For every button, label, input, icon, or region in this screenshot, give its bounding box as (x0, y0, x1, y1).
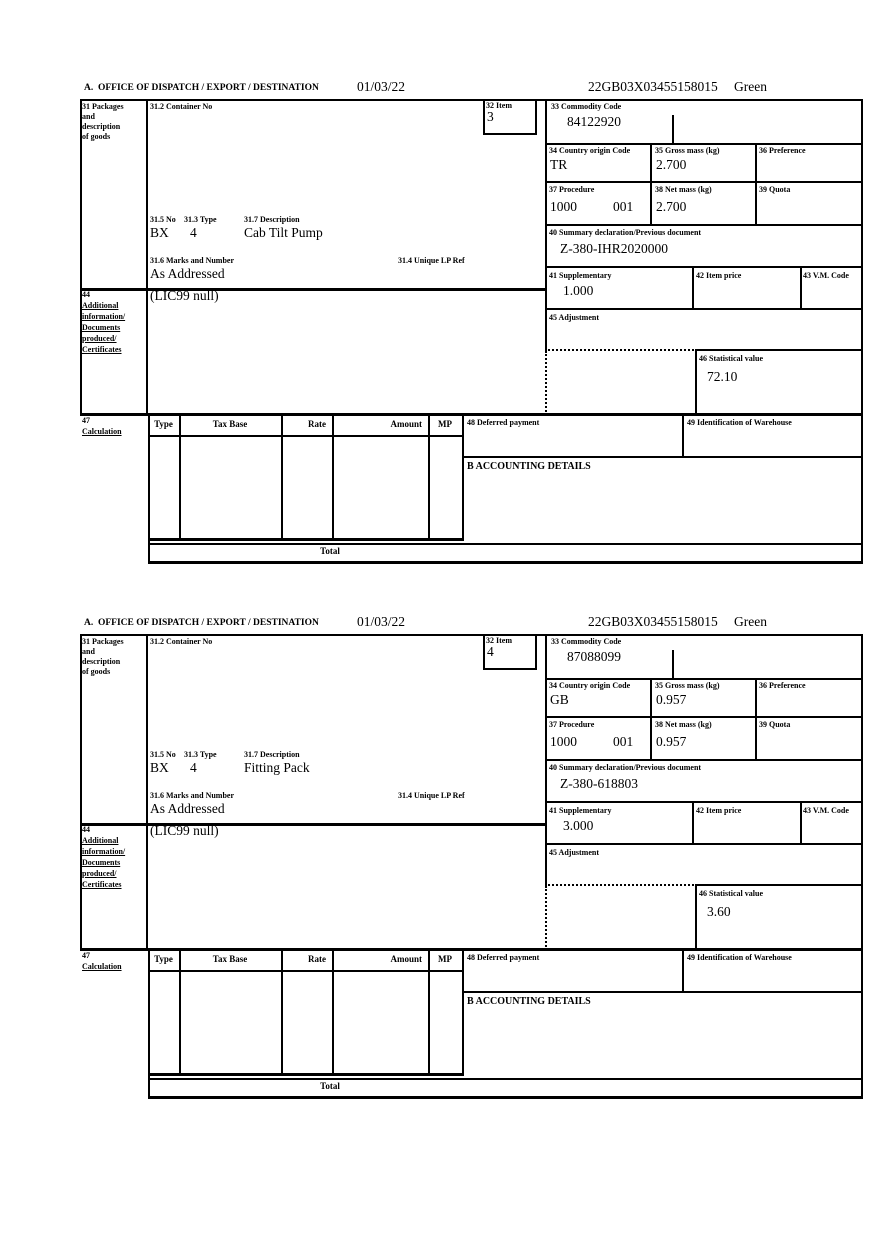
grid-line (146, 634, 148, 950)
warehouse-id-label: 49 Identification of Warehouse (687, 418, 792, 427)
grid-line (545, 181, 863, 183)
procedure-value: 1000 (550, 199, 577, 214)
statistical-value: 72.10 (707, 369, 738, 384)
additional-info-value: (LIC99 null) (150, 288, 219, 303)
procedure-additional-value: 001 (613, 199, 634, 214)
box44-label: Documents (82, 858, 121, 867)
statistical-value-label: 46 Statistical value (699, 354, 763, 363)
grid-line (148, 543, 863, 545)
grid-line (80, 634, 863, 636)
grid-line (80, 99, 82, 415)
box31-label: and (82, 647, 95, 656)
route-status: Green (734, 614, 767, 629)
declaration-item-section-2 (80, 614, 863, 1103)
grid-line (148, 970, 464, 972)
grid-line (483, 668, 537, 670)
grid-line (800, 801, 802, 845)
package-type-label: 31.3 Type (184, 215, 217, 224)
box44-label: information/ (82, 847, 126, 856)
grid-line (755, 143, 757, 224)
grid-line (80, 413, 863, 416)
vm-code-label: 43 V.M. Code (803, 271, 849, 280)
grid-line (545, 143, 863, 145)
country-origin-label: 34 Country origin Code (549, 681, 631, 690)
box47-number: 47 (82, 951, 90, 960)
net-mass-label: 38 Net mass (kg) (655, 185, 712, 194)
calc-col-type: Type (154, 954, 173, 964)
package-type-value: 4 (190, 225, 197, 240)
declaration-date: 01/03/22 (357, 79, 406, 94)
grid-line (148, 1078, 863, 1080)
grid-line (545, 266, 863, 268)
container-no-label: 31.2 Container No (150, 102, 213, 111)
box44-label: Additional (82, 301, 119, 310)
package-no-value: BX (150, 760, 169, 775)
grid-line (861, 634, 863, 1099)
dotted-line (545, 886, 547, 950)
goods-description-label: 31.7 Description (244, 215, 300, 224)
box31-label: of goods (82, 132, 111, 141)
grid-line (148, 561, 863, 564)
marks-number-label: 31.6 Marks and Number (150, 256, 235, 265)
box44-label: produced/ (82, 869, 117, 878)
declaration-date: 01/03/22 (357, 614, 406, 629)
country-origin-value: GB (550, 692, 569, 707)
package-no-label: 31.5 No (150, 215, 176, 224)
box31-label: 31 Packages (82, 637, 124, 646)
grid-line (80, 948, 863, 951)
grid-line (148, 1096, 863, 1099)
grid-line (483, 99, 485, 135)
dotted-line (545, 351, 547, 415)
quota-label: 39 Quota (759, 720, 791, 729)
total-label: Total (320, 546, 340, 556)
grid-line (695, 349, 863, 351)
grid-line (800, 266, 802, 310)
box47-label: Calculation (82, 427, 122, 436)
preference-label: 36 Preference (759, 146, 806, 155)
quota-label: 39 Quota (759, 185, 791, 194)
calc-col-tax-base: Tax Base (212, 419, 248, 429)
supplementary-value: 3.000 (563, 818, 594, 833)
procedure-label: 37 Procedure (549, 185, 595, 194)
item-number-value: 3 (487, 109, 494, 124)
box31-label: and (82, 112, 95, 121)
box44-label: Certificates (82, 345, 122, 354)
grid-line (692, 266, 694, 310)
container-no-label: 31.2 Container No (150, 637, 213, 646)
procedure-label: 37 Procedure (549, 720, 595, 729)
grid-line (545, 843, 863, 845)
dotted-line (545, 349, 697, 351)
grid-line (148, 1073, 464, 1076)
movement-reference-number: 22GB03X03455158015 (588, 79, 718, 94)
grid-line (672, 650, 674, 678)
grid-line (755, 678, 757, 759)
grid-line (148, 435, 464, 437)
gross-mass-value: 2.700 (656, 157, 687, 172)
box44-label: Documents (82, 323, 121, 332)
vm-code-label: 43 V.M. Code (803, 806, 849, 815)
grid-line (695, 884, 697, 950)
gross-mass-value: 0.957 (656, 692, 687, 707)
item-price-label: 42 Item price (696, 806, 742, 815)
total-label: Total (320, 1081, 340, 1091)
office-of-dispatch-label: A. OFFICE OF DISPATCH / EXPORT / DESTINATION (84, 618, 319, 628)
unique-lp-ref-label: 31.4 Unique LP Ref (398, 791, 465, 800)
box44-label: Certificates (82, 880, 122, 889)
calc-col-rate: Rate (308, 419, 326, 429)
box31-label: description (82, 122, 121, 131)
box31-label: description (82, 657, 121, 666)
accounting-details-label: B ACCOUNTING DETAILS (467, 461, 591, 472)
calc-col-type: Type (154, 419, 173, 429)
statistical-value-label: 46 Statistical value (699, 889, 763, 898)
calc-col-amount: Amount (390, 419, 422, 429)
office-of-dispatch-label: A. OFFICE OF DISPATCH / EXPORT / DESTINATION (84, 83, 319, 93)
box44-number: 44 (82, 825, 90, 834)
grid-line (545, 801, 863, 803)
goods-description-value: Cab Tilt Pump (244, 225, 323, 240)
box31-label: of goods (82, 667, 111, 676)
summary-declaration-label: 40 Summary declaration/Previous document (549, 228, 702, 237)
country-origin-label: 34 Country origin Code (549, 146, 631, 155)
marks-value: As Addressed (150, 266, 225, 281)
grid-line (483, 634, 485, 670)
box44-label: Additional (82, 836, 119, 845)
declaration-item-section-1 (80, 79, 863, 568)
grid-line (545, 224, 863, 226)
package-type-label: 31.3 Type (184, 750, 217, 759)
commodity-code-value: 84122920 (567, 114, 621, 129)
grid-line (80, 99, 863, 101)
commodity-code-label: 33 Commodity Code (551, 637, 622, 646)
grid-line (695, 884, 863, 886)
grid-line (650, 143, 652, 224)
supplementary-label: 41 Supplementary (549, 271, 612, 280)
summary-declaration-label: 40 Summary declaration/Previous document (549, 763, 702, 772)
commodity-code-label: 33 Commodity Code (551, 102, 622, 111)
route-status: Green (734, 79, 767, 94)
adjustment-label: 45 Adjustment (549, 313, 600, 322)
grid-line (462, 456, 863, 458)
box47-label: Calculation (82, 962, 122, 971)
grid-line (545, 308, 863, 310)
grid-line (148, 538, 464, 541)
movement-reference-number: 22GB03X03455158015 (588, 614, 718, 629)
procedure-additional-value: 001 (613, 734, 634, 749)
gross-mass-label: 35 Gross mass (kg) (655, 146, 720, 155)
calc-col-amount: Amount (390, 954, 422, 964)
package-no-value: BX (150, 225, 169, 240)
grid-line (535, 634, 537, 670)
net-mass-value: 0.957 (656, 734, 687, 749)
previous-document-value: Z-380-618803 (560, 776, 638, 791)
box44-label: produced/ (82, 334, 117, 343)
package-no-label: 31.5 No (150, 750, 176, 759)
goods-description-label: 31.7 Description (244, 750, 300, 759)
item-number-label: 32 Item (486, 101, 512, 110)
grid-line (672, 115, 674, 143)
calc-col-mp: MP (438, 419, 452, 429)
grid-line (545, 759, 863, 761)
additional-info-value: (LIC99 null) (150, 823, 219, 838)
item-number-value: 4 (487, 644, 494, 659)
supplementary-label: 41 Supplementary (549, 806, 612, 815)
grid-line (80, 634, 82, 950)
previous-document-value: Z-380-IHR2020000 (560, 241, 668, 256)
box44-number: 44 (82, 290, 90, 299)
grid-line (535, 99, 537, 135)
calc-col-mp: MP (438, 954, 452, 964)
preference-label: 36 Preference (759, 681, 806, 690)
grid-line (462, 991, 863, 993)
statistical-value: 3.60 (707, 904, 731, 919)
item-price-label: 42 Item price (696, 271, 742, 280)
item-number-label: 32 Item (486, 636, 512, 645)
marks-value: As Addressed (150, 801, 225, 816)
country-origin-value: TR (550, 157, 568, 172)
marks-number-label: 31.6 Marks and Number (150, 791, 235, 800)
supplementary-value: 1.000 (563, 283, 594, 298)
adjustment-label: 45 Adjustment (549, 848, 600, 857)
unique-lp-ref-label: 31.4 Unique LP Ref (398, 256, 465, 265)
grid-line (483, 133, 537, 135)
grid-line (861, 99, 863, 564)
gross-mass-label: 35 Gross mass (kg) (655, 681, 720, 690)
grid-line (682, 951, 684, 991)
grid-line (545, 678, 863, 680)
grid-line (695, 349, 697, 415)
box47-number: 47 (82, 416, 90, 425)
grid-line (682, 416, 684, 456)
box31-label: 31 Packages (82, 102, 124, 111)
commodity-code-value: 87088099 (567, 649, 621, 664)
deferred-payment-label: 48 Deferred payment (467, 953, 540, 962)
calc-col-tax-base: Tax Base (212, 954, 248, 964)
deferred-payment-label: 48 Deferred payment (467, 418, 540, 427)
net-mass-label: 38 Net mass (kg) (655, 720, 712, 729)
accounting-details-label: B ACCOUNTING DETAILS (467, 996, 591, 1007)
procedure-value: 1000 (550, 734, 577, 749)
calc-col-rate: Rate (308, 954, 326, 964)
grid-line (650, 678, 652, 759)
package-type-value: 4 (190, 760, 197, 775)
grid-line (146, 99, 148, 415)
warehouse-id-label: 49 Identification of Warehouse (687, 953, 792, 962)
goods-description-value: Fitting Pack (244, 760, 310, 775)
net-mass-value: 2.700 (656, 199, 687, 214)
grid-line (692, 801, 694, 845)
dotted-line (545, 884, 697, 886)
grid-line (545, 716, 863, 718)
box44-label: information/ (82, 312, 126, 321)
